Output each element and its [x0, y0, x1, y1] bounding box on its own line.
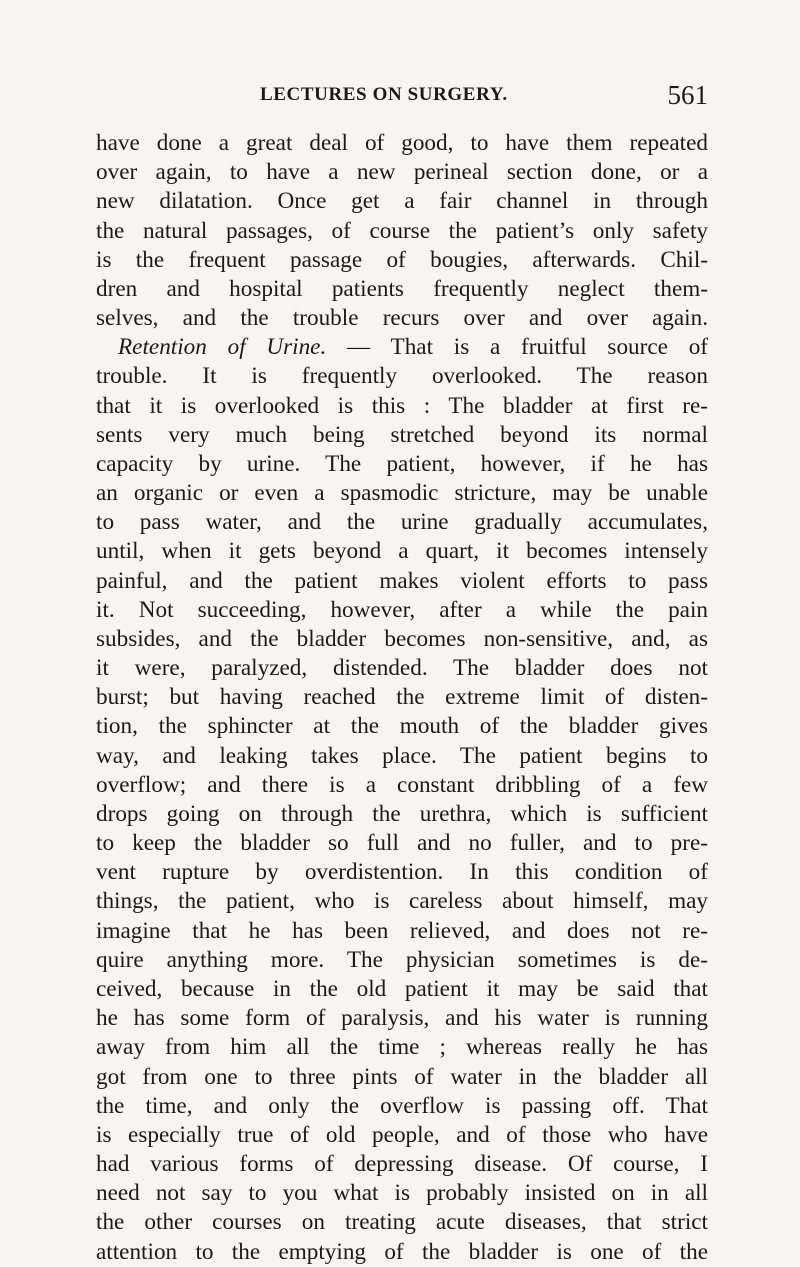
text-line: that it is overlooked is this : The bladder at first re-: [96, 392, 708, 419]
running-title: LECTURES ON SURGERY.: [260, 84, 508, 105]
text-line: the natural passages, of course the patient’s only safety: [96, 217, 708, 244]
text-line: attention to the emptying of the bladder is one of the: [96, 1238, 708, 1265]
text-line: away from him all the time ; whereas really he has: [96, 1034, 708, 1061]
text-line: the time, and only the overflow is passing off. That: [96, 1092, 708, 1119]
text-line: sents very much being stretched beyond its normal: [96, 421, 708, 448]
text-line: it. Not succeeding, however, after a while the pain: [96, 596, 708, 623]
text-line: drops going on through the urethra, which is sufficient: [96, 800, 708, 827]
section-heading: Retention of Urine.: [118, 334, 327, 361]
text-line: until, when it gets beyond a quart, it becomes intensely: [96, 538, 708, 565]
text-line: he has some form of paralysis, and his water is running: [96, 1005, 708, 1032]
running-header: [98, 80, 708, 110]
text-line: over again, to have a new perineal section done, or a: [96, 159, 708, 186]
text-line: way, and leaking takes place. The patient begins to: [96, 742, 708, 769]
text-line: the other courses on treating acute diseases, that strict: [96, 1209, 708, 1236]
text-line: quire anything more. The physician sometimes is de-: [96, 946, 708, 973]
text-line: had various forms of depressing disease. Of course, I: [96, 1151, 708, 1178]
text-line: trouble. It is frequently overlooked. The reason: [96, 363, 708, 390]
text-line: things, the patient, who is careless about himself, may: [96, 888, 708, 915]
text-line: to pass water, and the urine gradually accumulates,: [96, 509, 708, 536]
text-line-with-heading: [96, 333, 708, 362]
text-line: is the frequent passage of bougies, afterwards. Chil-: [96, 246, 708, 273]
text-line: painful, and the patient makes violent efforts to pass: [96, 567, 708, 594]
text-line: have done a great deal of good, to have them repeated: [96, 130, 708, 156]
text-line: an organic or even a spasmodic stricture, may be unable: [96, 480, 708, 507]
body-text: [96, 129, 708, 1267]
text-line-rest: — That is a fruitful source of: [347, 334, 708, 361]
text-line: capacity by urine. The patient, however, if he has: [96, 450, 708, 477]
text-line: burst; but having reached the extreme limit of disten-: [96, 684, 708, 711]
text-line: need not say to you what is probably insisted on in all: [96, 1180, 708, 1207]
text-line: vent rupture by overdistention. In this condition of: [96, 859, 708, 886]
text-line: selves, and the trouble recurs over and over again.: [96, 305, 708, 332]
page-number: 561: [667, 80, 708, 110]
text-line: imagine that he has been relieved, and does not re-: [96, 917, 708, 944]
text-line: new dilatation. Once get a fair channel in through: [96, 188, 708, 215]
text-line: got from one to three pints of water in the bladder all: [96, 1063, 708, 1090]
text-line: it were, paralyzed, distended. The bladder does not: [96, 655, 708, 682]
text-line: to keep the bladder so full and no fuller, and to pre-: [96, 830, 708, 857]
text-line: tion, the sphincter at the mouth of the bladder gives: [96, 713, 708, 740]
text-line: ceived, because in the old patient it may be said that: [96, 975, 708, 1002]
text-line: dren and hospital patients frequently neglect them-: [96, 275, 708, 302]
text-line: subsides, and the bladder becomes non-sensitive, and, as: [96, 625, 708, 652]
text-line: is especially true of old people, and of those who have: [96, 1121, 708, 1148]
text-line: overflow; and there is a constant dribbling of a few: [96, 771, 708, 798]
